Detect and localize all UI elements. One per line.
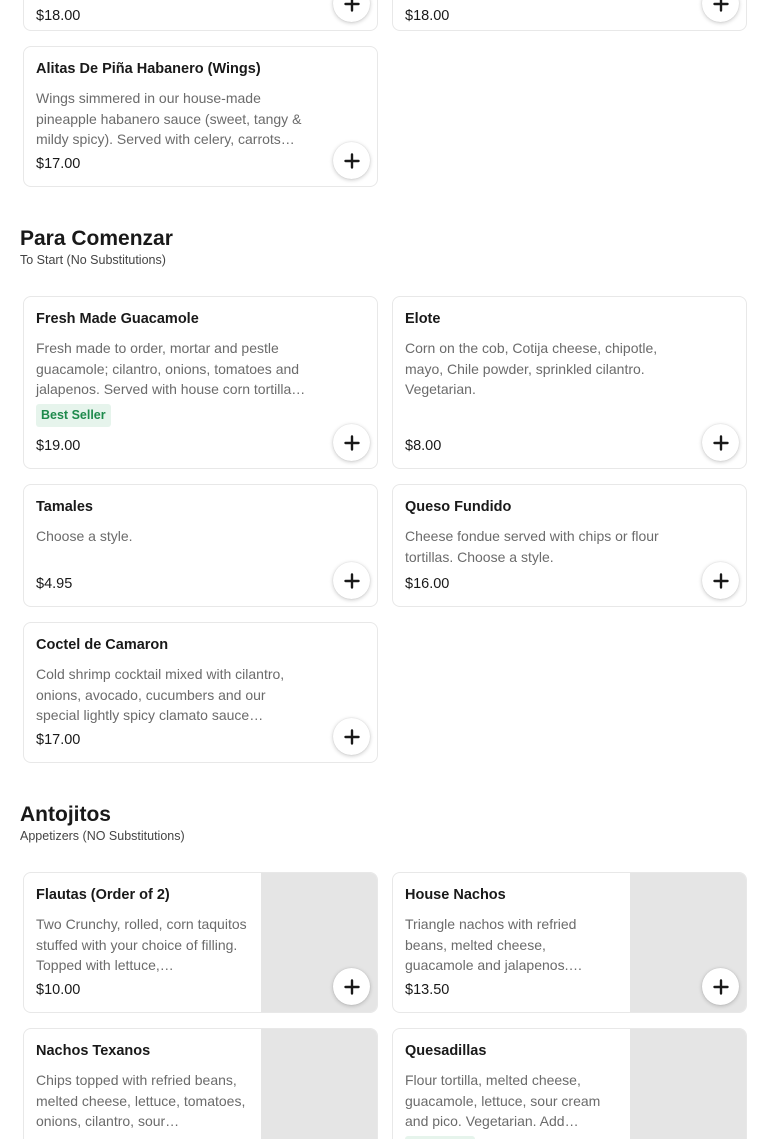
item-price: $17.00: [36, 732, 81, 748]
plus-icon: [344, 573, 360, 589]
section-subtitle: Appetizers (NO Substitutions): [20, 829, 185, 843]
item-name: Fresh Made Guacamole: [36, 311, 199, 327]
item-name: Elote: [405, 311, 441, 327]
add-item-button[interactable]: [702, 562, 739, 599]
add-item-button[interactable]: [333, 562, 370, 599]
menu-item-card[interactable]: [392, 296, 747, 469]
item-price: $19.00: [36, 438, 81, 454]
item-description: Flour tortilla, melted cheese, guacamole, lettuce, sour cream and pico. Vegetarian. Add…: [405, 1072, 601, 1129]
item-description: Choose a style.: [36, 528, 133, 544]
item-name: Quesadillas: [405, 1043, 487, 1059]
best-seller-badge: Best Seller: [36, 404, 111, 427]
add-item-button[interactable]: [333, 718, 370, 755]
item-image-placeholder: [630, 1029, 746, 1139]
menu-item-card[interactable]: [23, 484, 378, 607]
item-name: Flautas (Order of 2): [36, 887, 170, 903]
item-price: $10.00: [36, 982, 81, 998]
item-description: Triangle nachos with refried beans, melted cheese, guacamole and jalapenos.…: [405, 916, 583, 973]
menu-item-card[interactable]: [23, 46, 378, 187]
add-item-button[interactable]: [333, 142, 370, 179]
item-price: $8.00: [405, 438, 442, 454]
plus-icon: [713, 573, 729, 589]
plus-icon: [344, 435, 360, 451]
add-item-button[interactable]: [702, 968, 739, 1005]
item-name: Coctel de Camaron: [36, 637, 169, 653]
item-description: Cold shrimp cocktail mixed with cilantro, onions, avocado, cucumbers and our special lightly spicy clamato sauce…: [36, 666, 285, 723]
item-name: Queso Fundido: [405, 499, 512, 515]
item-price: $16.00: [405, 576, 450, 592]
item-description: Corn on the cob, Cotija cheese, chipotle, mayo, Chile powder, sprinkled cilantro. Vegetarian.: [405, 340, 658, 397]
section-subtitle: To Start (No Substitutions): [20, 253, 166, 267]
add-item-button[interactable]: [333, 424, 370, 461]
menu-item-card[interactable]: [23, 622, 378, 763]
item-price: $17.00: [36, 156, 81, 172]
menu-item-card[interactable]: [392, 1028, 747, 1139]
menu-item-card[interactable]: [23, 872, 378, 1013]
add-item-button[interactable]: [702, 0, 739, 22]
plus-icon: [344, 0, 360, 12]
add-item-button[interactable]: [333, 0, 370, 22]
add-item-button[interactable]: [333, 968, 370, 1005]
item-price: $4.95: [36, 576, 73, 592]
menu-item-card[interactable]: [23, 1028, 378, 1139]
item-name: Nachos Texanos: [36, 1043, 151, 1059]
item-image-placeholder: [261, 1029, 377, 1139]
menu-item-card[interactable]: [23, 296, 378, 469]
plus-icon: [713, 979, 729, 995]
item-description: Cheese fondue served with chips or flour tortillas. Choose a style.: [405, 528, 659, 565]
item-name: House Nachos: [405, 887, 506, 903]
item-description: Wings simmered in our house-made pineapple habanero sauce (sweet, tangy & mildy spicy). Served with celery, carrots…: [36, 90, 302, 147]
add-item-button[interactable]: [702, 424, 739, 461]
menu-item-card[interactable]: [392, 872, 747, 1013]
section-title: Antojitos: [20, 803, 111, 826]
menu-item-card[interactable]: [392, 0, 747, 31]
menu-item-card[interactable]: [392, 484, 747, 607]
item-price: $13.50: [405, 982, 450, 998]
item-description: Chips topped with refried beans, melted cheese, lettuce, tomatoes, onions, cilantro, sour…: [36, 1072, 246, 1129]
menu-item-card[interactable]: [23, 0, 378, 31]
item-name: Tamales: [36, 499, 93, 515]
plus-icon: [713, 435, 729, 451]
item-price: $18.00: [36, 8, 81, 24]
item-name: Alitas De Piña Habanero (Wings): [36, 61, 261, 77]
item-price: $18.00: [405, 8, 450, 24]
plus-icon: [344, 729, 360, 745]
section-title: Para Comenzar: [20, 227, 173, 250]
item-description: Two Crunchy, rolled, corn taquitos stuffed with your choice of filling. Topped with lettuce,…: [36, 916, 247, 973]
plus-icon: [344, 153, 360, 169]
plus-icon: [344, 979, 360, 995]
item-description: Fresh made to order, mortar and pestle guacamole; cilantro, onions, tomatoes and jalapenos. Served with house corn tortilla…: [36, 340, 306, 397]
plus-icon: [713, 0, 729, 12]
